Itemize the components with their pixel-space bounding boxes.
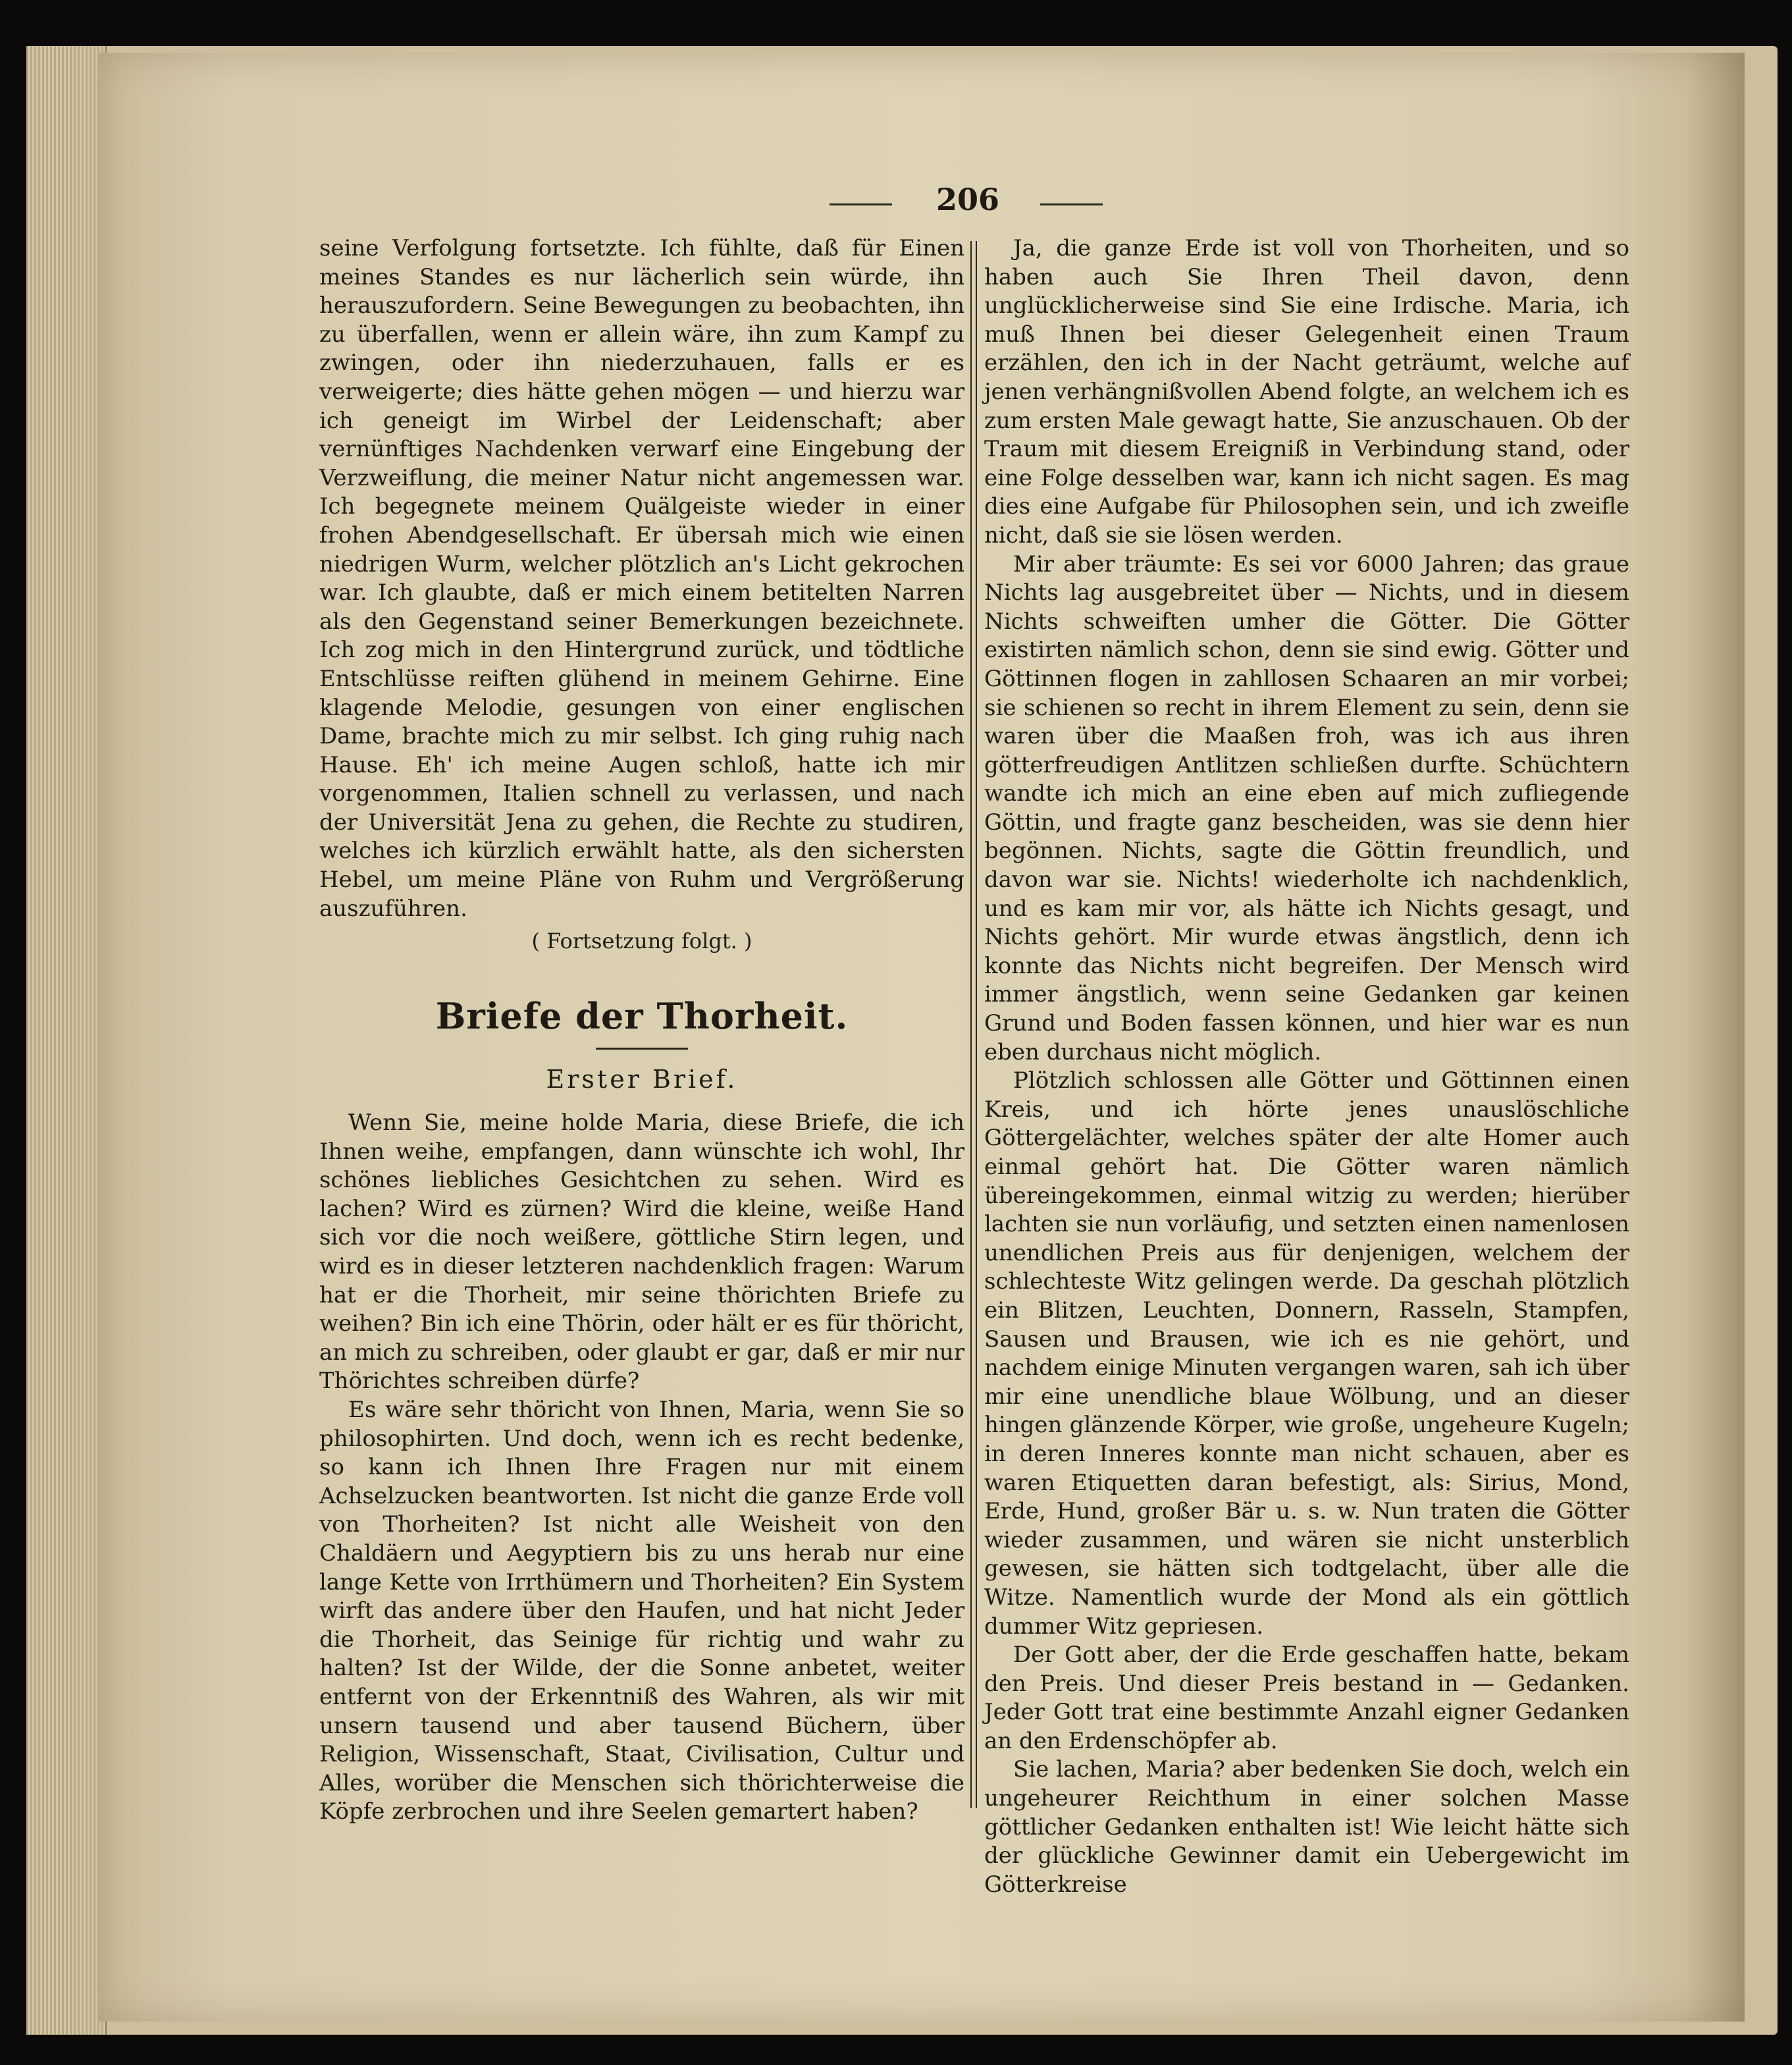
- column-separator: [970, 241, 978, 1808]
- letter-paragraph: Sie lachen, Maria? aber bedenken Sie doch, welch ein ungeheurer Reichthum in einer solchen Masse göttlicher Gedanken enthalten ist! Wie leicht hätte sich der glückliche Gewinner damit ein Uebergewicht im Götterkreise: [984, 1756, 1629, 1898]
- letter-heading: Erster Brief.: [546, 1065, 738, 1094]
- section-title: Briefe der Thorheit.: [435, 994, 849, 1037]
- section-divider: [596, 1048, 688, 1050]
- story-continuation-paragraph: seine Verfolgung fortsetzte. Ich fühlte, daß für Einen meines Standes es nur lächerlich sein würde, ihn herauszufordern. Seine Bewegungen zu beobachten, ihn zu überfallen, wenn er allein wäre, ihn zum Kampf zu zwingen, oder ihn niederzuhauen, falls er es verweigerte; dies hätte gehen mögen — und hierzu war ich geneigt im Wirbel der Leidenschaft; aber vernünftiges Nachdenken verwarf eine Eingebung der Verzweiflung, die meiner Natur nicht angemessen war. Ich begegnete meinem Quälgeiste wieder in einer frohen Abendgesellschaft. Er übersah mich wie einen niedrigen Wurm, welcher plötzlich an's Licht gekrochen war. Ich glaubte, daß er mich einem betitelten Narren als den Gegenstand seiner Bemerkungen bezeichnete. Ich zog mich in den Hintergrund zurück, und tödtliche Entschlüsse reiften glühend in meinem Gehirne. Eine klagende Melodie, gesungen von einer englischen Dame, brachte mich zu mir selbst. Ich ging ruhig nach Hause. Eh' ich meine Augen schloß, hatte ich mir vorgenommen, Italien schnell zu verlassen, und nach der Universität Jena zu gehen, die Rechte zu studiren, welches ich kürzlich erwählt hatte, als den sichersten Hebel, um meine Pläne von Ruhm und Vergrößerung auszuführen.: [319, 235, 964, 922]
- letter-paragraph: Der Gott aber, der die Erde geschaffen hatte, bekam den Preis. Und dieser Preis bestand in — Gedanken. Jeder Gott trat eine bestimmte Anzahl eigner Gedanken an den Erdenschöpfer ab.: [984, 1642, 1629, 1754]
- page-header: [830, 182, 1119, 221]
- left-column: [319, 234, 964, 1827]
- letter-paragraph: Wenn Sie, meine holde Maria, diese Briefe, die ich Ihnen weihe, empfangen, dann wünschte ich wohl, Ihr schönes liebliches Gesichtchen zu sehen. Wird es lachen? Wird es zürnen? Wird die kleine, weiße Hand sich vor die noch weißere, göttliche Stirn legen, und wird es in dieser letzteren nachdenklich fragen: Warum hat er die Thorheit, mir seine thörichten Briefe zu weihen? Bin ich eine Thörin, oder hält er es für thöricht, an mich zu schreiben, oder glaubt er gar, daß er mir nur Thörichtes schreiben dürfe?: [319, 1110, 964, 1395]
- letter-paragraph: Mir aber träumte: Es sei vor 6000 Jahren; das graue Nichts lag ausgebreitet über — Nichts, und in diesem Nichts schweiften umher die Götter. Die Götter existirten nämlich schon, denn sie sind ewig. Götter und Göttinnen flogen in zahllosen Schaaren an mir vorbei; sie schienen so recht in ihrem Element zu sein, denn sie waren über die Maaßen froh, was ich aus ihren götterfreudigen Antlitzen schließen durfte. Schüchtern wandte ich mich an eine eben auf mich zufliegende Göttin, und fragte ganz bescheiden, was sie denn hier begönnen. Nichts, sagte die Göttin freundlich, und davon war sie. Nichts! wiederholte ich nachdenklich, und es kam mir vor, als hätte ich Nichts gesagt, und Nichts gehört. Mir wurde etwas ängstlich, denn ich konnte das Nichts nicht begreifen. Der Mensch wird immer ängstlich, wenn seine Gedanken gar keinen Grund und Boden fassen können, und hier war es nun eben durchaus nicht möglich.: [984, 550, 1629, 1065]
- letter-paragraph: Es wäre sehr thöricht von Ihnen, Maria, wenn Sie so philosophirten. Und doch, wenn ich es recht bedenke, so kann ich Ihnen Ihre Fragen nur mit einem Achselzucken beantworten. Ist nicht die ganze Erde voll von Thorheiten? Ist nicht alle Weisheit von den Chaldäern und Aegyptiern bis zu uns herab nur eine lange Kette von Irrthümern und Thorheiten? Ein System wirft das andere über den Haufen, und hat nicht Jeder die Thorheit, das Seinige für richtig und wahr zu halten? Ist der Wilde, der die Sonne anbetet, weiter entfernt von der Erkenntniß des Wahren, als wir mit unsern tausend und aber tausend Büchern, über Religion, Wissenschaft, Staat, Civilisation, Cultur und Alles, worüber die Menschen sich thörichterweise die Köpfe zerbrochen und ihre Seelen gemartert haben?: [319, 1396, 964, 1825]
- page-edges: [26, 46, 107, 2035]
- letter-paragraph: Plötzlich schlossen alle Götter und Göttinnen einen Kreis, und ich hörte jenes unauslöschliche Göttergelächter, welches später der alte Homer auch einmal gehört hat. Die Götter waren nämlich übereingekommen, einmal witzig zu werden; hierüber lachten sie nun vorläufig, und setzten einen namenlosen unendlichen Preis aus für denjenigen, welchem der schlechteste Witz gelingen werde. Da geschah plötzlich ein Blitzen, Leuchten, Donnern, Rasseln, Stampfen, Sausen und Brausen, wie ich es nie gehört, und nachdem einige Minuten vergangen waren, sah ich über mir eine unendliche blaue Wölbung, und an dieser hingen glänzende Körper, wie große, ungeheure Kugeln; in deren Inneres konnte man nicht schauen, aber es waren Etiquetten daran befestigt, als: Sirius, Mond, Erde, Hund, großer Bär u. s. w. Nun traten die Götter wieder zusammen, und wären sie nicht unsterblich gewesen, sie hätten sich todtgelacht, über alle die Witze. Namentlich wurde der Mond als ein göttlich dummer Witz gepriesen.: [984, 1067, 1629, 1640]
- letter-paragraph: Ja, die ganze Erde ist voll von Thorheiten, und so haben auch Sie Ihren Theil davon, denn unglücklicherweise sind Sie eine Irdische. Maria, ich muß Ihnen bei dieser Gelegenheit einen Traum erzählen, den ich in der Nacht geträumt, welche auf jenen verhängnißvollen Abend folgte, an welchem ich es zum ersten Male gewagt hatte, Sie anzuschauen. Ob der Traum mit diesem Ereigniß in Verbindung stand, oder eine Folge desselben war, kann ich nicht sagen. Es mag dies eine Aufgabe für Philosophen sein, und ich zweifle nicht, daß sie sie lösen werden.: [984, 235, 1629, 549]
- header-rule-left: [830, 203, 892, 205]
- page-gutter-shadow: [1685, 53, 1745, 2022]
- continuation-note: ( Fortsetzung folgt. ): [531, 928, 752, 954]
- page-number: 206: [936, 182, 1000, 217]
- right-column: [984, 234, 1629, 1899]
- header-rule-right: [1040, 203, 1103, 205]
